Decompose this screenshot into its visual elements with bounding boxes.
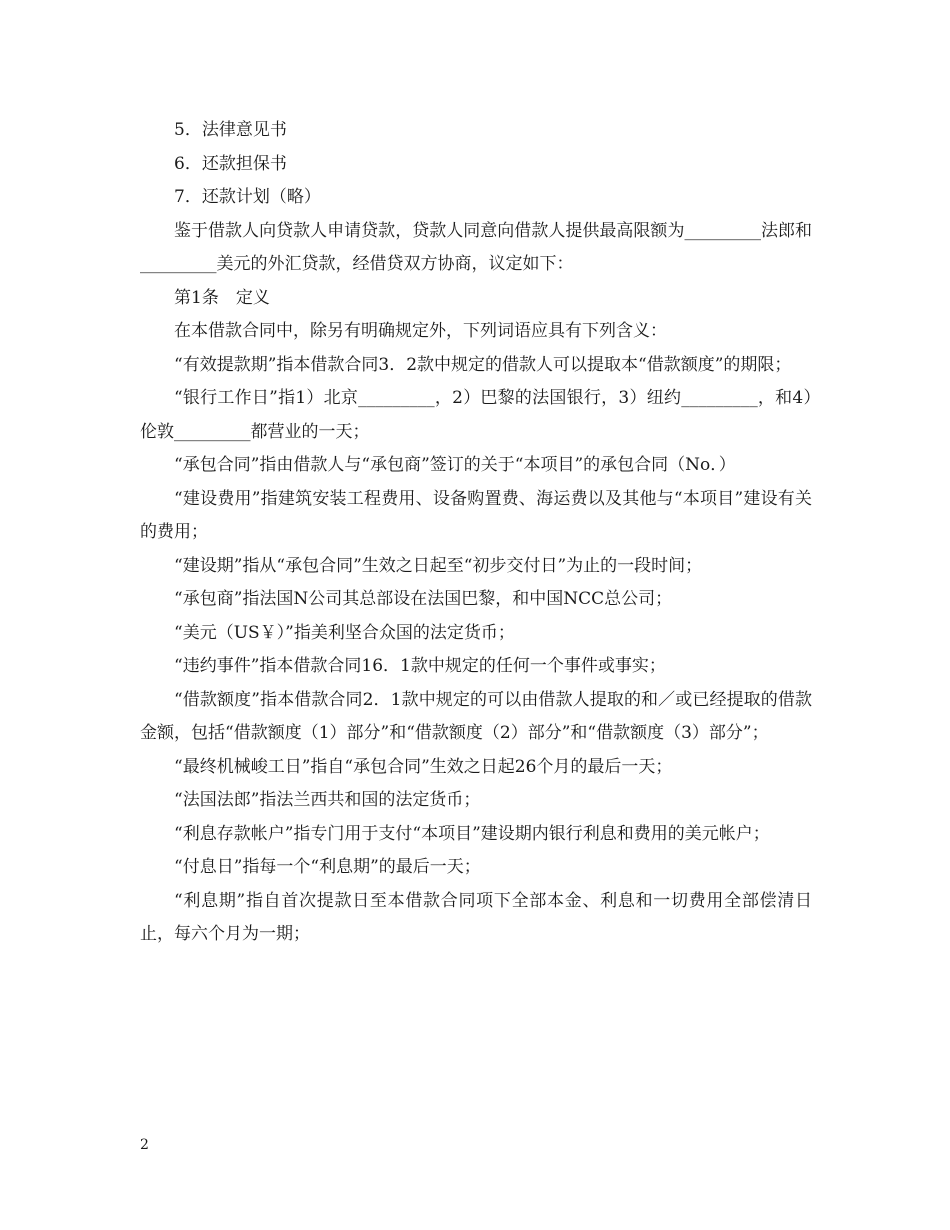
definition-paragraph: “最终机械峻工日”指自“承包合同”生效之日起26个月的最后一天； [174,756,673,777]
definition-paragraph: “借款额度”指本借款合同2．1款中规定的可以由借款人提取的和／或已经提取的借款金额，包括“借款额度（1）部分”和“借款额度（2）部分”和“借款额度（3）部分”； [140,689,812,743]
definition-paragraph: “利息存款帐户”指专门用于支付“本项目”建设期内银行利息和费用的美元帐户； [174,823,770,844]
definition-paragraph: “承包合同”指由借款人与“承包商”签订的关于“本项目”的承包合同（No．） [174,455,736,475]
definition-paragraph: “利息期”指自首次提款日至本借款合同项下全部本金、利息和一切费用全部偿清日止，每六个月为一期； [140,890,812,944]
definition-paragraph: “建设费用”指建筑安装工程费用、设备购置费、海运费以及其他与“本项目”建设有关的费用； [140,488,812,542]
document-body [140,114,812,952]
list-item-repayment-guarantee: 6．还款担保书 [174,153,287,174]
definition-paragraph: “建设期”指从“承包合同”生效之日起至“初步交付日”为止的一段时间； [174,555,703,576]
list-item-repayment-plan: 7．还款计划（略） [174,187,321,207]
definition-paragraph: “美元（US￥）”指美利坚合众国的法定货币； [174,622,515,643]
list-item-legal-opinion: 5．法律意见书 [174,120,287,140]
definition-paragraph: “法国法郎”指法兰西共和国的法定货币； [174,790,481,810]
definition-paragraph: “付息日”指每一个“利息期”的最后一天； [174,857,481,877]
definitions-intro: 在本借款合同中，除另有明确规定外，下列词语应具有下列含义： [174,321,667,341]
definition-paragraph: “承包商”指法国N公司其总部设在法国巴黎，和中国NCC总公司； [174,589,673,609]
definition-paragraph: “违约事件”指本借款合同16．1款中规定的任何一个事件或事实； [174,656,666,676]
article-heading: 第1条 定义 [174,287,270,308]
definition-paragraph: “银行工作日”指1）北京_________，2）巴黎的法国银行，3）纽约_________，和4）伦敦_________都营业的一天； [140,388,812,442]
page-number: 2 [140,1137,149,1153]
preamble-paragraph: 鉴于借款人向贷款人申请贷款，贷款人同意向借款人提供最高限额为_________法郎和_________美元的外汇贷款，经借贷双方协商，议定如下： [140,220,812,274]
definition-paragraph: “有效提款期”指本借款合同3．2款中规定的借款人可以提取本“借款额度”的期限； [174,354,792,375]
